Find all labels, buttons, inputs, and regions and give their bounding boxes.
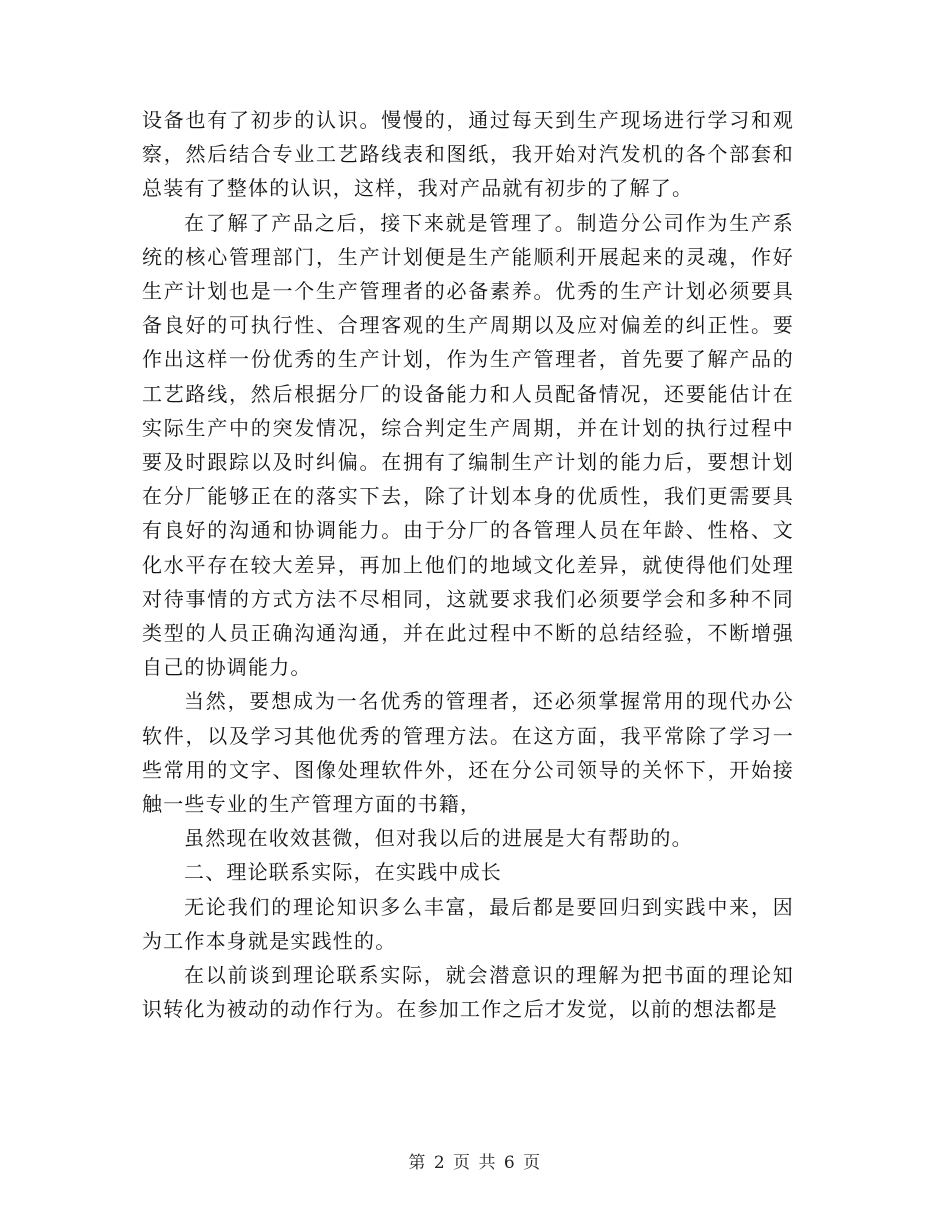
paragraph-continued: 设备也有了初步的认识。慢慢的，通过每天到生产现场进行学习和观察，然后结合专业工艺路线表和图纸，我开始对汽发机的各个部套和总装有了整体的认识，这样，我对产品就有初步的了解了。 [142, 108, 794, 201]
paragraph-previous-understanding: 在以前谈到理论联系实际，就会潜意识的理解为把书面的理论知识转化为被动的动作行为。在参加工作之后才发觉，以前的想法都是 [142, 963, 794, 1022]
paragraph-theory-knowledge: 无论我们的理论知识多么丰富，最后都是要回归到实践中来，因为工作本身就是实践性的。 [142, 894, 794, 953]
document-body [142, 103, 794, 1026]
page-number-footer: 第 2 页 共 6 页 [408, 1153, 542, 1173]
paragraph-production-management: 在了解了产品之后，接下来就是管理了。制造分公司作为生产系统的核心管理部门，生产计划便是生产能顺利开展起来的灵魂，作好生产计划也是一个生产管理者的必备素养。优秀的生产计划必须要具备良好的可执行性、合理客观的生产周期以及应对偏差的纠正性。要作出这样一份优秀的生产计划，作为生产管理者，首先要了解产品的工艺路线，然后根据分厂的设备能力和人员配备情况，还要能估计在实际生产中的突发情况，综合判定生产周期，并在计划的执行过程中要及时跟踪以及时纠偏。在拥有了编制生产计划的能力后，要想计划在分厂能够正在的落实下去，除了计划本身的优质性，我们更需要具有良好的沟通和协调能力。由于分厂的各管理人员在年龄、性格、文化水平存在较大差异，再加上他们的地域文化差异，就使得他们处理对待事情的方式方法不尽相同，这就要求我们必须要学会和多种不同类型的人员正确沟通沟通，并在此过程中不断的总结经验，不断增强自己的协调能力。 [142, 210, 794, 680]
section-heading-theory-practice: 二、理论联系实际，在实践中成长 [184, 860, 502, 885]
paragraph-office-software: 当然，要想成为一名优秀的管理者，还必须掌握常用的现代办公软件，以及学习其他优秀的管理方法。在这方面，我平常除了学习一些常用的文字、图像处理软件外，还在分公司领导的关怀下，开始接触一些专业的生产管理方面的书籍， [142, 689, 794, 817]
paragraph-progress: 虽然现在收效甚微，但对我以后的进展是大有帮助的。 [184, 826, 693, 851]
